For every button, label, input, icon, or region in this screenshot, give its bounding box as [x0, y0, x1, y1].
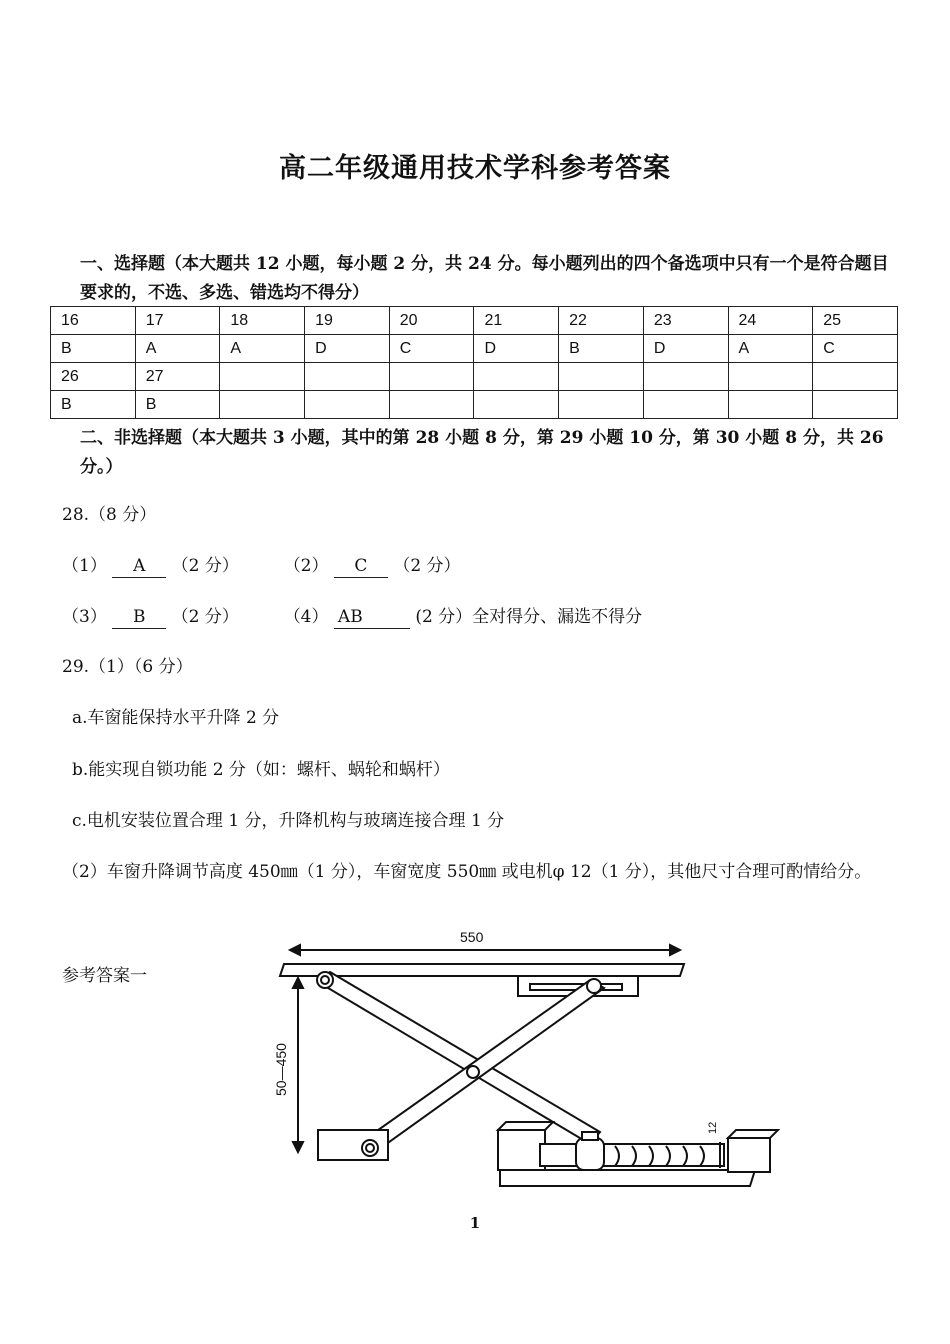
center-pivot [467, 1066, 479, 1078]
q28-p3-score: （2 分） [171, 607, 239, 627]
table-cell: A [135, 335, 220, 363]
q28-p1-label: （1） [62, 556, 107, 576]
section1-heading: 一、选择题（本大题共 12 小题，每小题 2 分，共 24 分。每小题列出的四个备选项中只有一个是符合题目要求的，不选、多选、错选均不得分） [80, 254, 889, 303]
table-cell [389, 363, 474, 391]
table-cell [728, 391, 813, 419]
table-cell: 25 [813, 307, 898, 335]
q29-title: 29.（1）（6 分） [62, 657, 193, 677]
q28-row1 [62, 555, 461, 578]
table-row [51, 307, 898, 335]
page-title: 高二年级通用技术学科参考答案 [279, 153, 671, 184]
table-cell [813, 391, 898, 419]
q28-p2-answer: C [334, 555, 388, 578]
table-cell [559, 363, 644, 391]
table-cell [389, 391, 474, 419]
table-cell: 16 [51, 307, 136, 335]
q28-p4-label: （4） [283, 607, 329, 627]
table-row [51, 391, 898, 419]
table-cell: 19 [305, 307, 390, 335]
table-cell [220, 391, 305, 419]
glass-plate [280, 964, 684, 976]
table-cell: 26 [51, 363, 136, 391]
table-cell [474, 363, 559, 391]
answer-table [50, 306, 898, 419]
q28-p3-label: （3） [62, 607, 107, 627]
q29-part2: （2）车窗升降调节高度 450㎜（1 分），车窗宽度 550㎜ 或电机φ 12（1 分），其他尺寸合理可酌情给分。 [62, 862, 872, 882]
table-cell: B [51, 391, 136, 419]
reference-answer-label: 参考答案一 [62, 966, 147, 986]
table-row [51, 363, 898, 391]
q28-p1-answer: A [112, 555, 166, 578]
table-cell: 21 [474, 307, 559, 335]
table-cell: 23 [643, 307, 728, 335]
table-cell: C [813, 335, 898, 363]
table-cell: D [643, 335, 728, 363]
table-cell: A [728, 335, 813, 363]
table-cell: B [559, 335, 644, 363]
table-cell: B [135, 391, 220, 419]
q28-p3-answer: B [112, 606, 166, 629]
q29-a: a.车窗能保持水平升降 2 分 [72, 708, 280, 728]
q29-c: c.电机安装位置合理 1 分，升降机构与玻璃连接合理 1 分 [72, 811, 505, 831]
table-cell [643, 391, 728, 419]
q28-title: 28.（8 分） [62, 505, 157, 525]
width-label: 550 [460, 929, 484, 945]
diameter-label: 12 [707, 1121, 719, 1134]
table-cell: D [305, 335, 390, 363]
table-cell [305, 391, 390, 419]
table-cell: A [220, 335, 305, 363]
q28-p2-label: （2） [283, 556, 329, 576]
table-cell [305, 363, 390, 391]
table-cell: 24 [728, 307, 813, 335]
table-cell: 18 [220, 307, 305, 335]
q29-b: b.能实现自锁功能 2 分（如：螺杆、蜗轮和蜗杆） [72, 760, 450, 780]
q28-p4-score: (2 分）全对得分、漏选不得分 [415, 607, 643, 627]
q28-p2-score: （2 分） [393, 556, 461, 576]
table-cell [643, 363, 728, 391]
motor-nut [576, 1138, 604, 1170]
q28-p4-answer: AB [334, 606, 410, 629]
table-cell: D [474, 335, 559, 363]
table-cell: B [51, 335, 136, 363]
base-plate [500, 1170, 755, 1186]
q28-p1-score: （2 分） [171, 556, 239, 576]
table-cell: C [389, 335, 474, 363]
table-cell [474, 391, 559, 419]
window-lifter-diagram [260, 920, 780, 1200]
table-cell [559, 391, 644, 419]
table-cell: 27 [135, 363, 220, 391]
table-cell [813, 363, 898, 391]
table-cell [728, 363, 813, 391]
table-row [51, 335, 898, 363]
q28-row2 [62, 606, 642, 629]
page-number: 1 [469, 1214, 481, 1232]
table-cell [220, 363, 305, 391]
section2-heading: 二、非选择题（本大题共 3 小题，其中的第 28 小题 8 分，第 29 小题 10 分，第 30 小题 8 分，共 26 分。） [80, 428, 884, 477]
table-cell: 20 [389, 307, 474, 335]
table-cell: 17 [135, 307, 220, 335]
height-label: 50—450 [273, 1043, 289, 1096]
table-cell: 22 [559, 307, 644, 335]
scissor-arm-1 [318, 972, 600, 1144]
